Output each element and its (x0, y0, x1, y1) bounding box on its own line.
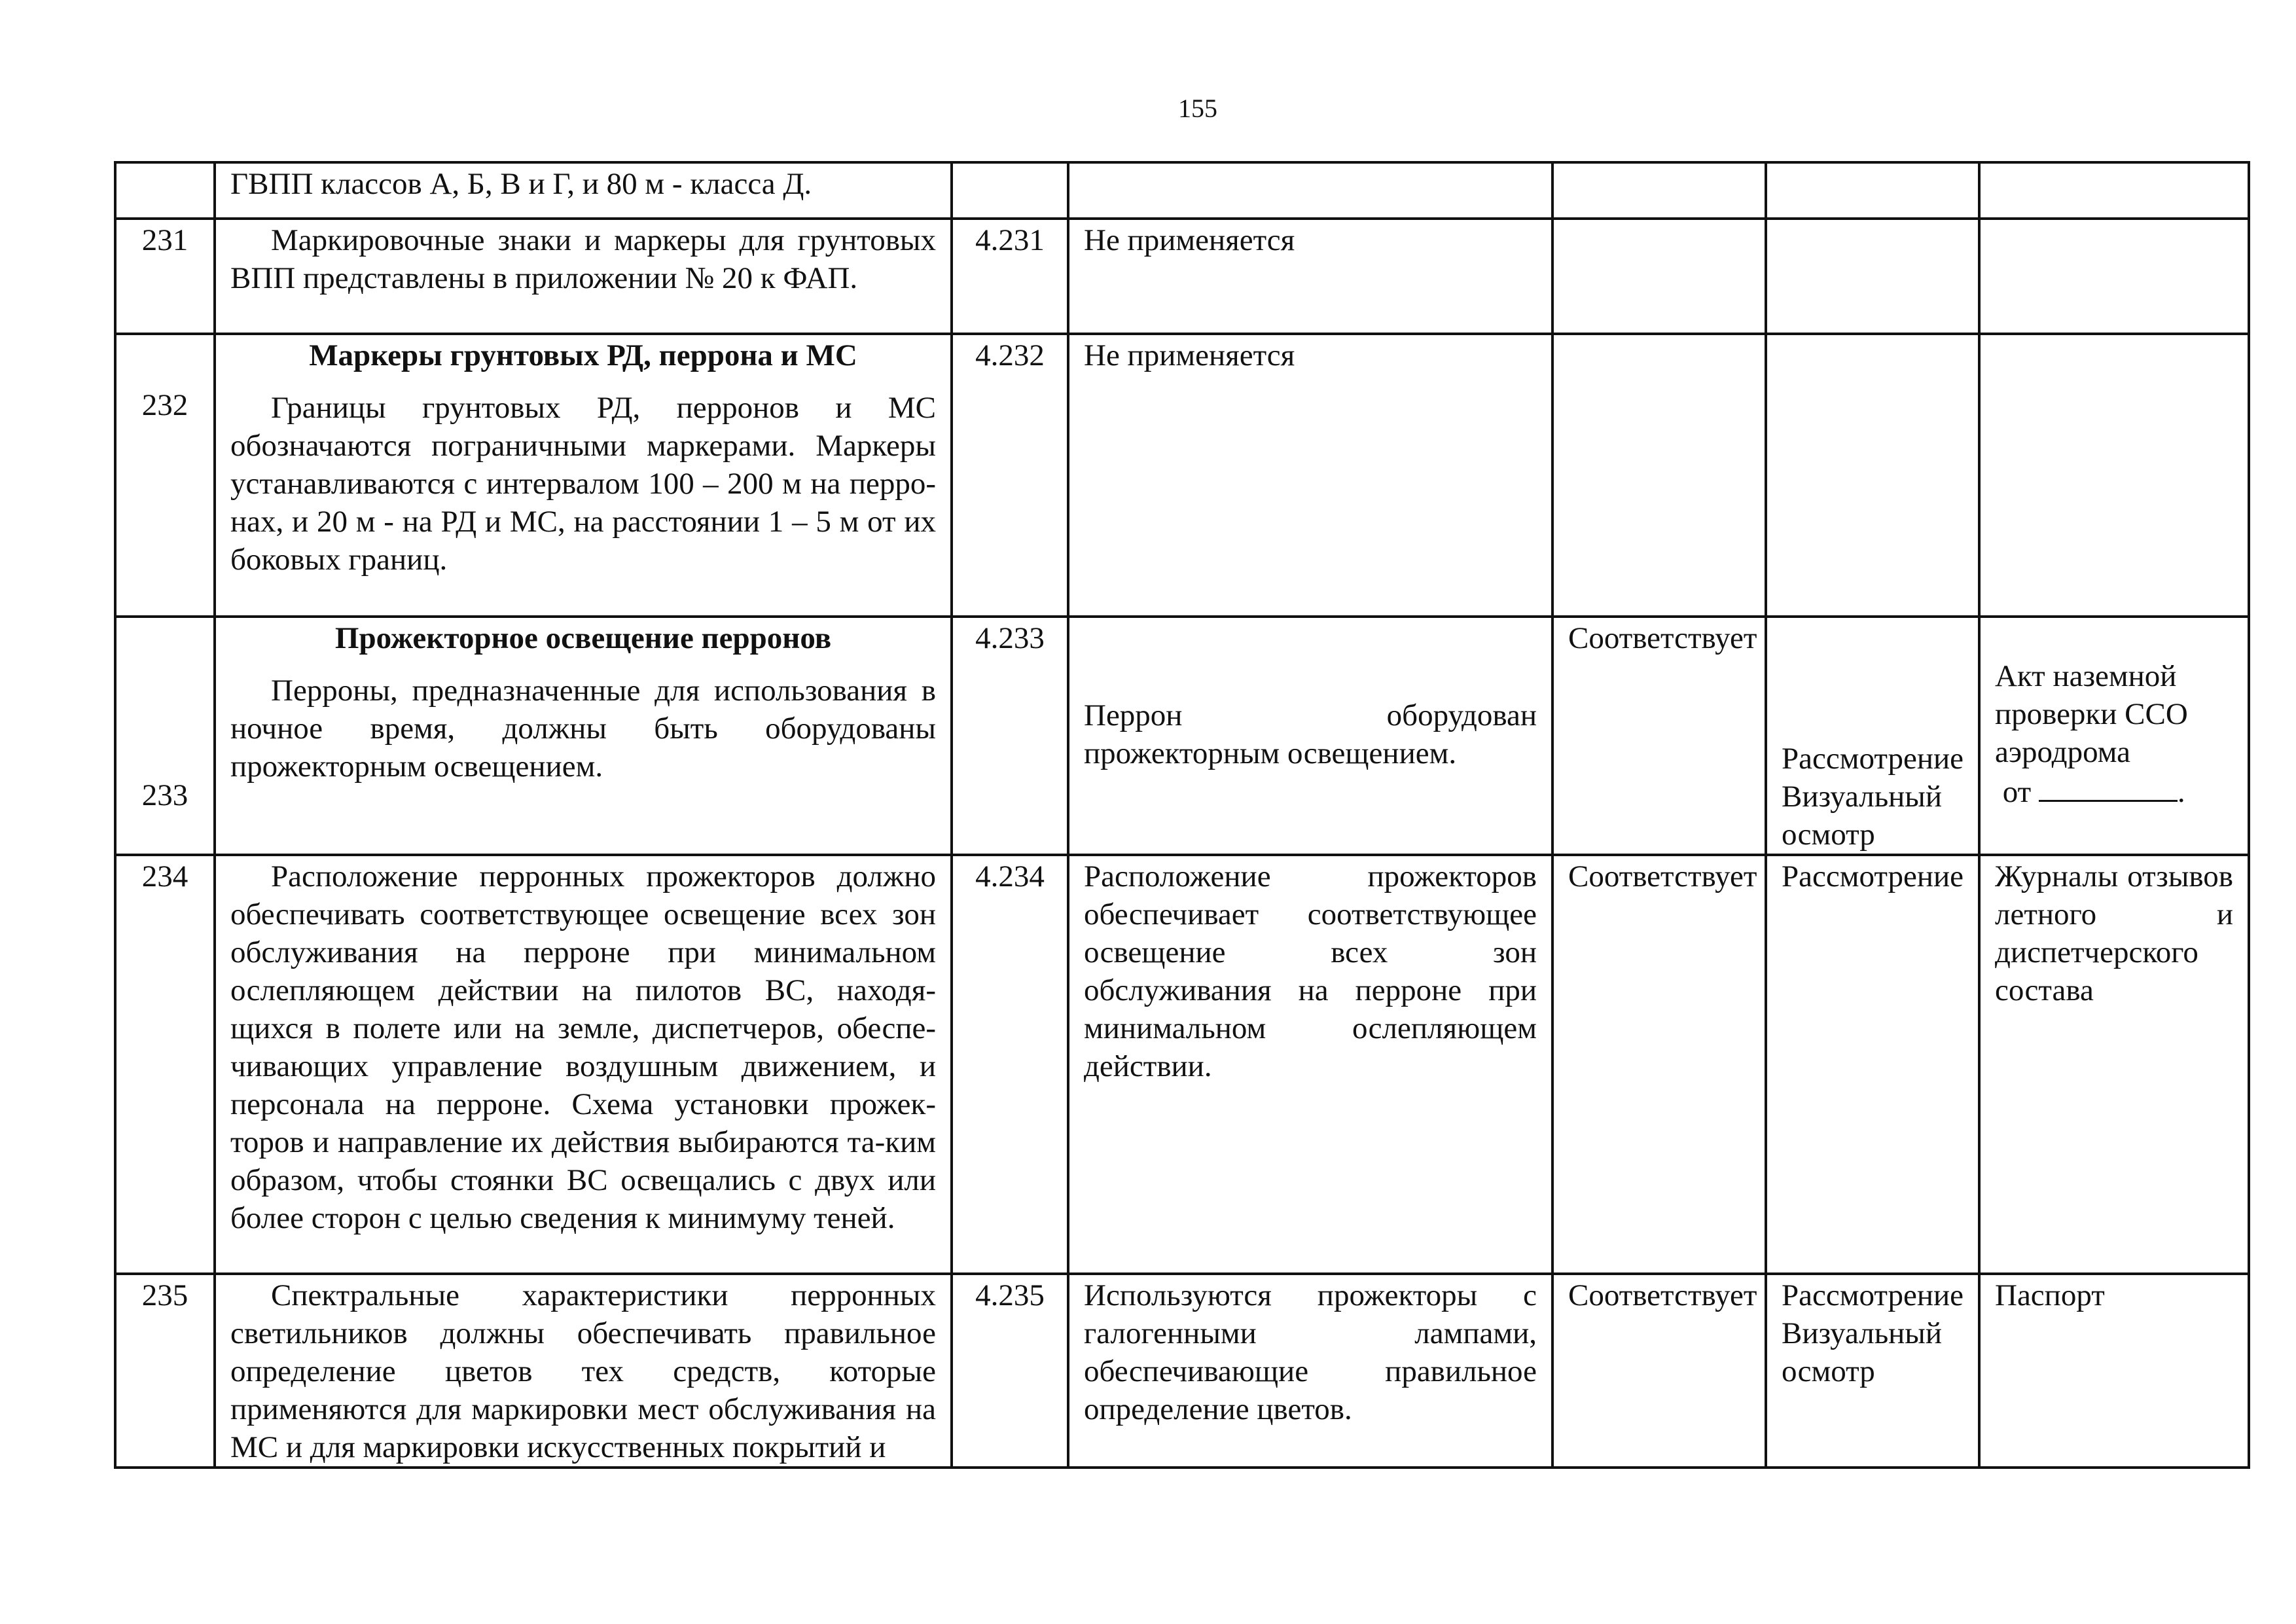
requirement-cell (215, 617, 952, 855)
requirement-text: Перроны, предназначенные для использования в ночное время, должны быть оборудованы прожекторным освещением. (230, 674, 936, 784)
section-heading: Маркеры грунтовых РД, перрона и МС (309, 338, 857, 372)
document-date-prefix: от (2002, 775, 2032, 809)
compliance-text: Расположение прожекторов обеспечивает соответствующее освещение всех зон обслуживания на перроне при минимальном ослепляющем действии. (1068, 855, 1552, 1274)
status-cell (1552, 162, 1766, 219)
table-row (115, 219, 2249, 334)
reference-number: 4.232 (952, 334, 1068, 617)
date-blank-line (2039, 771, 2178, 802)
reference-number: 4.233 (952, 617, 1068, 855)
document-text: Паспорт (1979, 1274, 2249, 1468)
document-cell (1979, 334, 2249, 617)
method-cell (1766, 162, 1979, 219)
row-number: 232 (115, 334, 215, 617)
method-line: осмотр (1782, 818, 1875, 852)
requirement-cell (215, 1274, 952, 1468)
row-number: 233 (115, 617, 215, 855)
method-line: Рассмотрение (1782, 742, 1964, 776)
requirement-cell (215, 855, 952, 1274)
requirement-text: Спектральные характеристики перронных светильников должны обеспечивать правильное определение цветов тех средств, которые применяются для маркировки мест обслуживания на МС и для маркировки искусственных покрытий и (230, 1278, 936, 1464)
reference-number: 4.235 (952, 1274, 1068, 1468)
method-cell (1766, 617, 1979, 855)
section-heading: Прожекторное освещение перронов (334, 621, 832, 655)
requirement-cell (215, 219, 952, 334)
method-text: Рассмотрение (1766, 855, 1979, 1274)
compliance-text: Не применяется (1068, 334, 1552, 617)
conformity-table (114, 161, 2250, 1469)
requirement-text: Маркировочные знаки и маркеры для грунтовых ВПП представлены в приложении № 20 к ФАП. (230, 223, 936, 295)
document-date-suffix: . (2177, 775, 2185, 809)
method-cell (1766, 219, 1979, 334)
document-cell (1979, 162, 2249, 219)
table-row (115, 617, 2249, 855)
method-cell (1766, 1274, 1979, 1468)
status-text: Соответствует (1552, 1274, 1766, 1468)
document-line: проверки ССО (1995, 697, 2188, 731)
document-cell (1979, 617, 2249, 855)
table-row (115, 855, 2249, 1274)
status-text: Соответствует (1552, 855, 1766, 1274)
page-number: 155 (1178, 94, 1217, 123)
document-line: аэродрома (1995, 735, 2130, 769)
method-cell (1766, 334, 1979, 617)
requirement-text: Расположение перронных прожекторов должно обеспечивать соответствующее освещение всех зон обслуживания на перроне при минимальном ослепляющем действии на пилотов ВС, находя-щихся в полете или на земле, диспетчеров, обеспе-чивающих управление воздушным движением, и персонала на перроне. Схема установки прожек-торов и направление их действия выбираются та-ким образом, чтобы стоянки ВС освещались с двух или более сторон с целью сведения к минимуму теней. (230, 859, 936, 1235)
reference-cell (952, 162, 1068, 219)
table-row (115, 334, 2249, 617)
method-line: Визуальный (1782, 780, 1943, 814)
row-number: 235 (115, 1274, 215, 1468)
compliance-cell (1068, 162, 1552, 219)
status-cell (1552, 334, 1766, 617)
method-line: осмотр (1782, 1354, 1875, 1388)
row-number-cell (115, 162, 215, 219)
requirement-text: ГВПП классов А, Б, В и Г, и 80 м - класса Д. (230, 167, 812, 201)
table-row (115, 1274, 2249, 1468)
compliance-text: Перрон оборудован прожекторным освещением. (1068, 617, 1552, 855)
status-text: Соответствует (1552, 617, 1766, 855)
method-line: Визуальный (1782, 1316, 1943, 1350)
row-number: 234 (115, 855, 215, 1274)
compliance-text: Не применяется (1068, 219, 1552, 334)
row-number: 231 (115, 219, 215, 334)
requirement-text: Границы грунтовых РД, перронов и МС обозначаются пограничными маркерами. Маркеры устанавливаются с интервалом 100 – 200 м на перро-нах, и 20 м - на РД и МС, на расстоянии 1 – 5 м от их боковых границ. (230, 391, 936, 577)
compliance-text: Используются прожекторы с галогенными лампами, обеспечивающие правильное определение цветов. (1068, 1274, 1552, 1468)
status-cell (1552, 219, 1766, 334)
document-text: Журналы отзывов летного и диспетчерского состава (1979, 855, 2249, 1274)
reference-number: 4.234 (952, 855, 1068, 1274)
document-line: Акт наземной (1995, 659, 2177, 693)
document-cell (1979, 219, 2249, 334)
table-row (115, 162, 2249, 219)
document-line (1995, 771, 2233, 811)
method-line: Рассмотрение (1782, 1278, 1964, 1312)
requirement-cell (215, 162, 952, 219)
requirement-cell (215, 334, 952, 617)
reference-number: 4.231 (952, 219, 1068, 334)
